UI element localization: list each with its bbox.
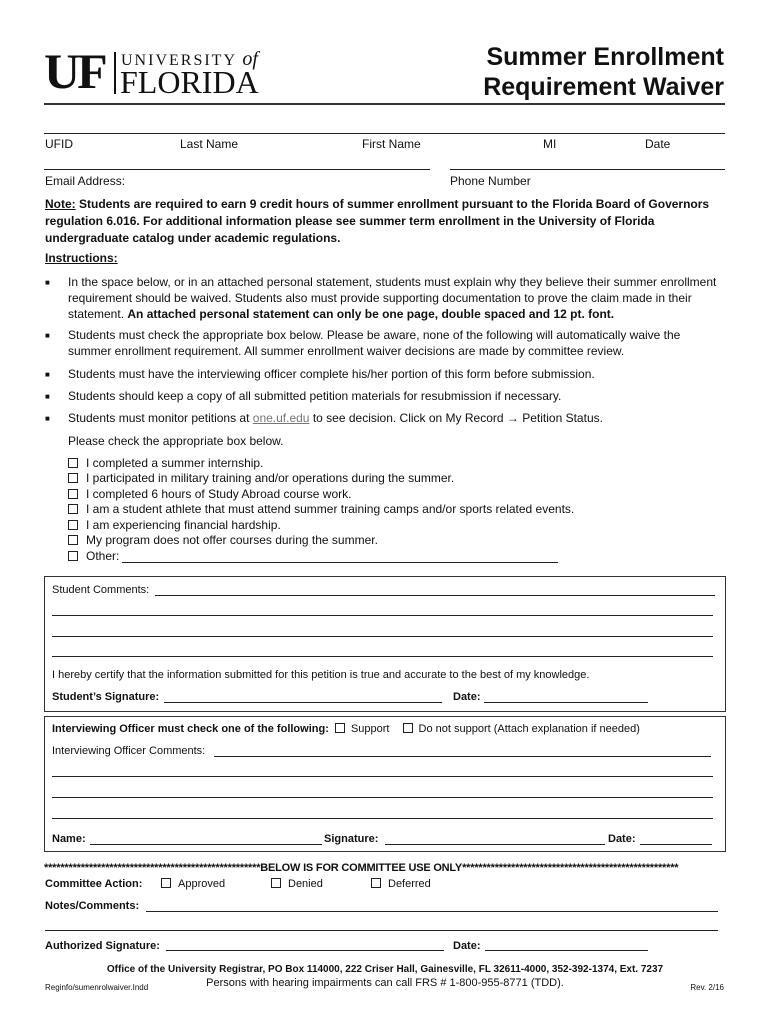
checkbox-icon[interactable] (68, 473, 78, 483)
instruction-text: In the space below, or in an attached personal statement, students must explain why they believe their summer enrollment requirement should be waived. Students also must provide supporting documentation to prove the claim made in their statement. (68, 275, 717, 321)
officer-date-line[interactable] (640, 844, 712, 845)
note-label: Note: (45, 197, 76, 211)
certify-statement: I hereby certify that the information submitted for this petition is true and accurate to the best of my knowledge. (52, 669, 590, 681)
logo-florida: FLORIDA (120, 64, 259, 100)
bullet-icon: ■ (45, 414, 50, 423)
checkbox-icon[interactable] (68, 551, 78, 561)
auth-signature-label: Authorized Signature: (45, 940, 160, 952)
logo-uf-mark: UF (44, 43, 105, 99)
committee-banner: *****************************************************BELOW IS FOR COMMITTEE USE ONLY***************************************************** (44, 862, 679, 874)
date-label: Date (645, 137, 671, 151)
instruction-item: Students should keep a copy of all submitted petition materials for resubmission if necessary. (68, 389, 562, 403)
footer-rev: Rev. 2/16 (690, 983, 724, 992)
option-label: I am experiencing financial hardship. (86, 518, 281, 532)
title-line-2: Requirement Waiver (483, 73, 724, 101)
logo-divider (114, 52, 116, 94)
checkbox-icon[interactable] (68, 458, 78, 468)
student-comment-line[interactable] (52, 636, 713, 637)
officer-prompt: Interviewing Officer must check one of the following: (52, 723, 329, 735)
officer-comment-line[interactable] (52, 776, 713, 777)
option-athlete[interactable] (68, 502, 574, 517)
checkbox-icon[interactable] (68, 535, 78, 545)
officer-comment-line[interactable] (52, 797, 713, 798)
denied-checkbox-icon[interactable] (271, 878, 281, 888)
option-internship[interactable] (68, 456, 263, 471)
not-support-label: Do not support (Attach explanation if needed) (418, 723, 640, 735)
instruction-item (68, 274, 718, 322)
officer-name-line[interactable] (90, 844, 322, 845)
option-financial[interactable] (68, 518, 281, 533)
auth-date-label: Date: (453, 940, 481, 952)
mi-label: MI (543, 137, 557, 151)
instruction-item: Students must have the interviewing officer complete his/her portion of this form before submission. (68, 367, 595, 381)
student-comment-line[interactable] (52, 656, 713, 657)
other-input-line[interactable] (122, 562, 558, 563)
deferred-option[interactable] (371, 877, 431, 891)
denied-option[interactable] (271, 877, 323, 891)
committee-action-label: Committee Action: (45, 878, 143, 890)
bullet-icon: ■ (45, 331, 50, 340)
notes-line[interactable] (146, 911, 718, 912)
option-label: My program does not offer courses during the summer. (86, 533, 378, 547)
deferred-label: Deferred (388, 878, 431, 890)
title-line-1: Summer Enrollment (486, 43, 724, 71)
note-paragraph (45, 196, 725, 247)
option-label: Other: (86, 549, 120, 563)
not-support-checkbox-icon[interactable] (403, 723, 413, 733)
officer-name-label: Name: (52, 833, 86, 845)
officer-comments-label: Interviewing Officer Comments: (52, 745, 206, 757)
name-row-line (44, 133, 725, 134)
committee-action-row (45, 877, 725, 892)
officer-comment-line[interactable] (214, 756, 711, 757)
instruction-text: Students must monitor petitions at (68, 411, 253, 425)
support-checkbox-icon[interactable] (335, 723, 345, 733)
officer-date-label: Date: (608, 833, 636, 845)
instruction-item (68, 410, 718, 426)
last-name-label: Last Name (180, 137, 239, 151)
student-date-line[interactable] (484, 702, 648, 703)
deferred-checkbox-icon[interactable] (371, 878, 381, 888)
auth-signature-line[interactable] (166, 950, 444, 951)
officer-signature-label: Signature: (324, 833, 379, 845)
ufid-label: UFID (45, 137, 73, 151)
logo-university-text: UNIVERSITY (121, 52, 237, 69)
approved-option[interactable] (161, 877, 225, 891)
email-line[interactable] (44, 169, 430, 170)
first-name-label: First Name (362, 137, 421, 151)
bullet-icon: ■ (45, 278, 50, 287)
option-no-courses[interactable] (68, 533, 378, 548)
logo-of-text: of (242, 48, 258, 70)
uf-logo (44, 43, 294, 100)
bullet-icon: ■ (45, 370, 50, 379)
officer-comment-line[interactable] (52, 818, 713, 819)
phone-label: Phone Number (450, 174, 531, 188)
bullet-icon: ■ (45, 392, 50, 401)
notes-line[interactable] (45, 930, 718, 931)
approved-checkbox-icon[interactable] (161, 878, 171, 888)
officer-prompt-row (52, 722, 640, 736)
checkbox-icon[interactable] (68, 504, 78, 514)
option-study-abroad[interactable] (68, 487, 351, 502)
footer-office: Office of the University Registrar, PO Box 114000, 222 Criser Hall, Gainesville, FL 32611-4000, 352-392-1374, Ext. 7237 (106, 964, 664, 975)
checkbox-icon[interactable] (68, 520, 78, 530)
phone-line[interactable] (450, 169, 725, 170)
one-uf-link[interactable]: one.uf.edu (252, 411, 310, 425)
support-label: Support (350, 723, 390, 735)
note-text: Students are required to earn 9 credit hours of summer enrollment pursuant to the Florida Board of Governors regulation 6.016. For additional information please see summer term enrollment in the University of Florida undergraduate catalog under academic regulations. (45, 197, 710, 245)
denied-label: Denied (288, 878, 323, 890)
header-rule (44, 103, 725, 105)
student-comments-label: Student Comments: (52, 584, 150, 596)
approved-label: Approved (178, 878, 226, 890)
instructions-heading: Instructions: (45, 251, 118, 265)
option-label: I completed a summer internship. (86, 456, 264, 470)
check-prompt: Please check the appropriate box below. (68, 434, 284, 448)
instruction-item: Students must check the appropriate box below. Please be aware, none of the following will automatically waive the summer enrollment requirement. All summer enrollment waiver decisions are made by committee review. (68, 328, 681, 358)
footer-hearing: Persons with hearing impairments can call FRS # 1-800-955-8771 (TDD). (206, 977, 564, 989)
student-date-label: Date: (453, 691, 481, 703)
auth-date-line[interactable] (485, 950, 648, 951)
option-label: I participated in military training and/or operations during the summer. (86, 471, 455, 485)
student-signature-label: Student’s Signature: (52, 691, 160, 703)
officer-signature-line[interactable] (385, 844, 605, 845)
instruction-bold-text: An attached personal statement can only be one page, double spaced and 12 pt. font. (127, 307, 615, 321)
student-comment-line[interactable] (155, 595, 715, 596)
option-other[interactable] (68, 549, 119, 564)
option-label: I completed 6 hours of Study Abroad course work. (86, 487, 352, 501)
option-military[interactable] (68, 471, 454, 486)
form-title (483, 42, 724, 102)
notes-label: Notes/Comments: (45, 900, 140, 912)
student-comment-line[interactable] (52, 615, 713, 616)
email-label: Email Address: (45, 174, 126, 188)
checkbox-icon[interactable] (68, 489, 78, 499)
option-label: I am a student athlete that must attend summer training camps and/or sports related events. (86, 502, 575, 516)
instruction-text: to see decision. Click on My Record → Petition Status. (309, 411, 603, 425)
student-signature-line[interactable] (164, 702, 442, 703)
footer-file: Reginfo/sumenrolwaiver.Indd (45, 983, 149, 992)
